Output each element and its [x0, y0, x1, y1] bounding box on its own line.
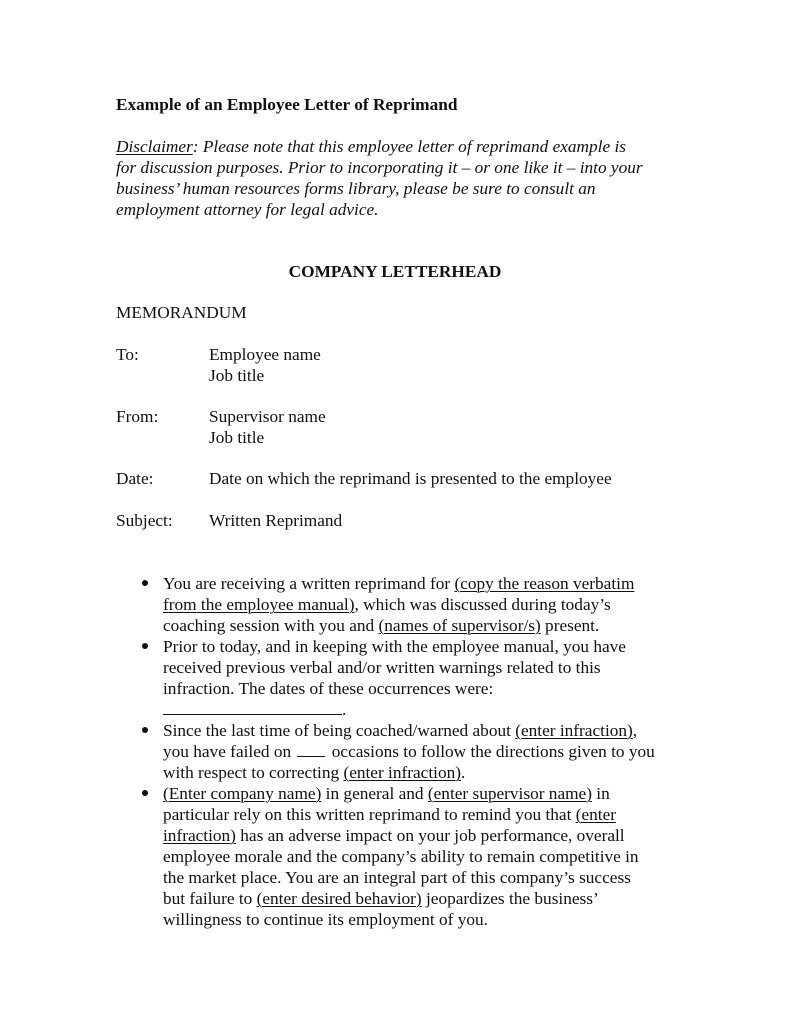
bullet-4-line-6: [163, 888, 790, 909]
placeholder-desired-behavior: (enter desired behavior): [256, 889, 422, 908]
bullet-4-line-4: employee morale and the company’s ability to remain competitive in: [163, 847, 639, 866]
bullet-item-4: [0, 783, 790, 930]
from-job-title: Job title: [209, 428, 265, 447]
text: you have failed on: [163, 742, 292, 761]
letterhead: COMPANY LETTERHEAD: [288, 262, 502, 281]
text: present.: [540, 616, 600, 635]
text: occasions to follow the directions given to you: [331, 742, 655, 761]
placeholder-supervisor-name: (enter supervisor name): [427, 784, 592, 803]
text: in: [591, 784, 610, 803]
bullet-2-line-4: [163, 699, 790, 720]
bullet-1-line-2: [163, 594, 790, 615]
date-value: Date on which the reprimand is presented to the employee: [209, 469, 612, 488]
bullet-3-line-1: [163, 720, 790, 741]
bullet-item-1: [0, 573, 790, 636]
placeholder-infraction: (enter: [575, 805, 617, 824]
text: You are receiving a written reprimand for: [163, 574, 455, 593]
bullet-2-line-1: Prior to today, and in keeping with the employee manual, you have: [163, 637, 626, 656]
disclaimer-text: : Please note that this employee letter of reprimand example is: [192, 137, 627, 156]
subject-label: Subject:: [116, 511, 173, 530]
text: jeopardizes the business’: [421, 889, 599, 908]
bullet-icon: [142, 727, 148, 733]
disclaimer-line-4: employment attorney for legal advice.: [116, 200, 379, 219]
bullet-4-line-3: [163, 825, 790, 846]
bullet-item-3: [0, 720, 790, 783]
placeholder-company-name: (Enter company name): [163, 784, 322, 803]
text: has an adverse impact on your job performance, overall: [235, 826, 625, 845]
text: coaching session with you and: [163, 616, 379, 635]
date-label: Date:: [116, 469, 154, 488]
placeholder-infraction: (enter infraction): [515, 721, 633, 740]
placeholder-infraction: (enter infraction): [343, 763, 461, 782]
subject-value: Written Reprimand: [209, 511, 343, 530]
placeholder-reason: (copy the reason verbatim: [454, 574, 635, 593]
text: particular rely on this written reprimand to remind you that: [163, 805, 576, 824]
bullet-4-line-2: [163, 804, 790, 825]
text: Since the last time of being coached/warned about: [163, 721, 516, 740]
memo-heading: MEMORANDUM: [116, 303, 247, 322]
occasions-blank-field: [297, 741, 325, 757]
text: with respect to correcting: [163, 763, 344, 782]
text: .: [342, 700, 347, 719]
bullet-3-line-2: [163, 741, 790, 762]
bullet-icon: [142, 643, 148, 649]
bullet-4-line-5: the market place. You are an integral part of this company’s success: [163, 868, 631, 887]
text: in general and: [321, 784, 428, 803]
disclaimer: [116, 136, 643, 220]
bullet-3-line-3: [163, 762, 790, 783]
bullet-4-line-7: willingness to continue its employment of you.: [163, 910, 488, 929]
text: but failure to: [163, 889, 257, 908]
bullet-list: [0, 573, 790, 930]
placeholder-reason-cont: from the employee manual): [163, 595, 355, 614]
disclaimer-label: Disclaimer: [116, 137, 193, 156]
disclaimer-line-3: business’ human resources forms library, please be sure to consult an: [116, 179, 596, 198]
to-employee-name: Employee name: [209, 345, 321, 364]
bullet-2-line-2: received previous verbal and/or written warnings related to this: [163, 658, 601, 677]
to-job-title: Job title: [209, 366, 265, 385]
text: , which was discussed during today’s: [354, 595, 611, 614]
dates-blank-field: [163, 699, 342, 715]
to-label: To:: [116, 345, 139, 364]
bullet-icon: [142, 580, 148, 586]
from-supervisor-name: Supervisor name: [209, 407, 326, 426]
disclaimer-line-2: for discussion purposes. Prior to incorporating it – or one like it – into your: [116, 158, 643, 177]
bullet-1-line-3: [163, 615, 790, 636]
bullet-icon: [142, 790, 148, 796]
bullet-1-line-1: [163, 573, 790, 594]
document-title: Example of an Employee Letter of Reprimand: [116, 95, 458, 114]
text: ,: [632, 721, 638, 740]
placeholder-supervisors: (names of supervisor/s): [378, 616, 541, 635]
disclaimer-line-1: [116, 136, 643, 157]
bullet-item-2: [0, 636, 790, 720]
bullet-2-line-3: infraction. The dates of these occurrences were:: [163, 679, 494, 698]
text: .: [460, 763, 466, 782]
bullet-4-line-1: [163, 783, 790, 804]
from-label: From:: [116, 407, 159, 426]
placeholder-infraction-cont: infraction): [163, 826, 236, 845]
